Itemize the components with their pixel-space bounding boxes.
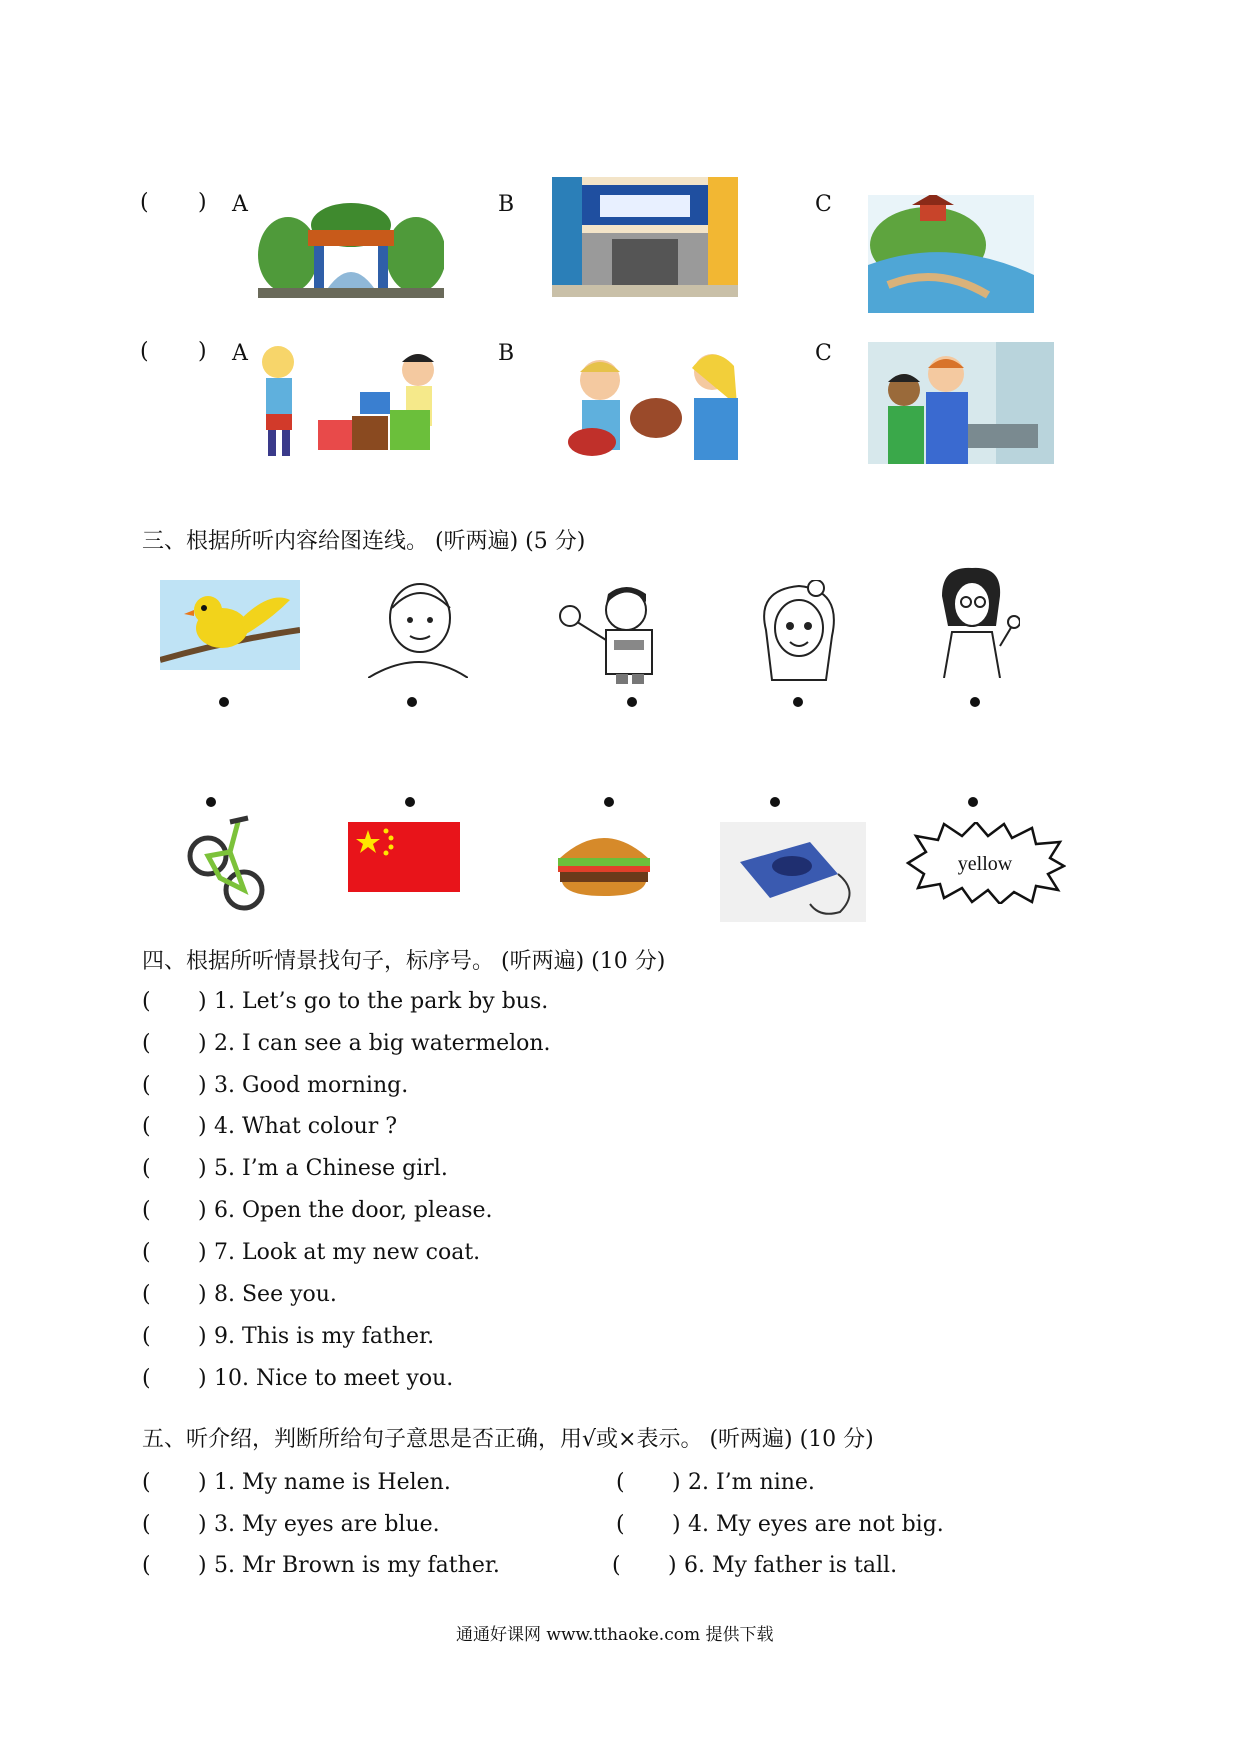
- cd-player-icon[interactable]: [720, 822, 866, 922]
- option-label-b: B: [498, 192, 515, 217]
- answer-paren-close: ): [198, 339, 207, 364]
- answer-paren-close: ): [198, 1512, 207, 1537]
- sentence-text: 5. Mr Brown is my father.: [214, 1553, 500, 1578]
- option-label-b: B: [498, 341, 515, 366]
- answer-paren-close: ): [198, 1198, 207, 1223]
- girl-icon[interactable]: [756, 580, 842, 684]
- match-dot-top-2[interactable]: [407, 697, 417, 707]
- woman-icon[interactable]: [924, 566, 1020, 678]
- answer-paren-open[interactable]: (: [142, 1114, 151, 1139]
- sentence-text: 4. What colour ?: [214, 1114, 398, 1139]
- sentence-text: 7. Look at my new coat.: [214, 1240, 481, 1265]
- sentence-text: 6. Open the door, please.: [214, 1198, 493, 1223]
- option-label-a: A: [232, 192, 248, 217]
- sentence-text: 3. Good morning.: [214, 1073, 409, 1098]
- cinema-icon[interactable]: [552, 177, 738, 297]
- answer-paren-close: ): [198, 1240, 207, 1265]
- answer-paren-open[interactable]: (: [142, 1198, 151, 1223]
- answer-paren-open[interactable]: (: [142, 989, 151, 1014]
- hamburger-icon[interactable]: [554, 826, 654, 898]
- answer-paren-open[interactable]: (: [142, 1324, 151, 1349]
- answer-paren-close: ): [672, 1512, 681, 1537]
- sentence-text: 2. I’m nine.: [688, 1470, 815, 1495]
- answer-paren-open[interactable]: (: [142, 1031, 151, 1056]
- answer-paren-close: ): [198, 1114, 207, 1139]
- china-flag-icon[interactable]: [348, 822, 460, 892]
- burst-word: yellow: [957, 853, 1013, 875]
- match-dot-top-5[interactable]: [970, 697, 980, 707]
- answer-paren-close: ): [198, 1553, 207, 1578]
- answer-paren-open[interactable]: (: [140, 190, 149, 215]
- sentence-text: 2. I can see a big watermelon.: [214, 1031, 551, 1056]
- footer-credit: 通通好课网 www.tthaoke.com 提供下载: [456, 1625, 774, 1645]
- answer-paren-open[interactable]: (: [612, 1553, 621, 1578]
- sentence-text: 9. This is my father.: [214, 1324, 435, 1349]
- answer-paren-open[interactable]: (: [142, 1553, 151, 1578]
- match-dot-bottom-5[interactable]: [968, 797, 978, 807]
- answer-paren-open[interactable]: (: [142, 1156, 151, 1181]
- match-dot-bottom-3[interactable]: [604, 797, 614, 807]
- answer-paren-open[interactable]: (: [140, 339, 149, 364]
- option-label-c: C: [815, 192, 832, 217]
- answer-paren-open[interactable]: (: [142, 1470, 151, 1495]
- answer-paren-open[interactable]: (: [616, 1512, 625, 1537]
- answer-paren-close: ): [198, 1156, 207, 1181]
- answer-paren-open[interactable]: (: [142, 1240, 151, 1265]
- answer-paren-close: ): [672, 1470, 681, 1495]
- answer-paren-open[interactable]: (: [142, 1282, 151, 1307]
- bird-icon[interactable]: [160, 580, 300, 670]
- sentence-text: 1. Let’s go to the park by bus.: [214, 989, 549, 1014]
- answer-paren-close: ): [198, 989, 207, 1014]
- bicycle-icon[interactable]: [186, 812, 272, 912]
- match-dot-bottom-1[interactable]: [206, 797, 216, 807]
- answer-paren-open[interactable]: (: [142, 1366, 151, 1391]
- section3-heading: 三、根据所听内容给图连线。 (听两遍) (5 分): [142, 529, 586, 554]
- answer-paren-open[interactable]: (: [142, 1512, 151, 1537]
- answer-paren-close: ): [198, 1031, 207, 1056]
- sentence-text: 8. See you.: [214, 1282, 337, 1307]
- match-dot-top-1[interactable]: [219, 697, 229, 707]
- option-label-c: C: [815, 341, 832, 366]
- answer-paren-close: ): [198, 1366, 207, 1391]
- sentence-text: 5. I’m a Chinese girl.: [214, 1156, 448, 1181]
- answer-paren-open[interactable]: (: [616, 1470, 625, 1495]
- lake-park-icon[interactable]: [868, 195, 1034, 313]
- park-gate-icon[interactable]: [258, 200, 444, 298]
- sentence-text: 3. My eyes are blue.: [214, 1512, 440, 1537]
- match-dot-bottom-4[interactable]: [770, 797, 780, 807]
- answer-paren-close: ): [198, 1282, 207, 1307]
- answer-paren-close: ): [668, 1553, 677, 1578]
- kids-basket-icon[interactable]: [552, 338, 758, 460]
- boy-waving-icon[interactable]: [554, 580, 664, 684]
- match-dot-top-3[interactable]: [627, 697, 637, 707]
- match-dot-bottom-2[interactable]: [405, 797, 415, 807]
- kids-gifts-icon[interactable]: [248, 340, 458, 462]
- boys-sink-icon[interactable]: [868, 342, 1054, 464]
- answer-paren-close: ): [198, 1470, 207, 1495]
- answer-paren-close: ): [198, 1324, 207, 1349]
- match-dot-top-4[interactable]: [793, 697, 803, 707]
- answer-paren-close: ): [198, 190, 207, 215]
- yellow-burst-icon[interactable]: [904, 822, 1066, 904]
- sentence-text: 10. Nice to meet you.: [214, 1366, 454, 1391]
- sentence-text: 1. My name is Helen.: [214, 1470, 451, 1495]
- answer-paren-close: ): [198, 1073, 207, 1098]
- option-label-a: A: [232, 341, 248, 366]
- grandpa-icon[interactable]: [368, 580, 468, 678]
- section5-heading: 五、听介绍，判断所给句子意思是否正确，用√或×表示。 (听两遍) (10 分): [142, 1427, 874, 1452]
- section4-heading: 四、根据所听情景找句子，标序号。 (听两遍) (10 分): [142, 949, 666, 974]
- answer-paren-open[interactable]: (: [142, 1073, 151, 1098]
- sentence-text: 4. My eyes are not big.: [688, 1512, 944, 1537]
- sentence-text: 6. My father is tall.: [684, 1553, 898, 1578]
